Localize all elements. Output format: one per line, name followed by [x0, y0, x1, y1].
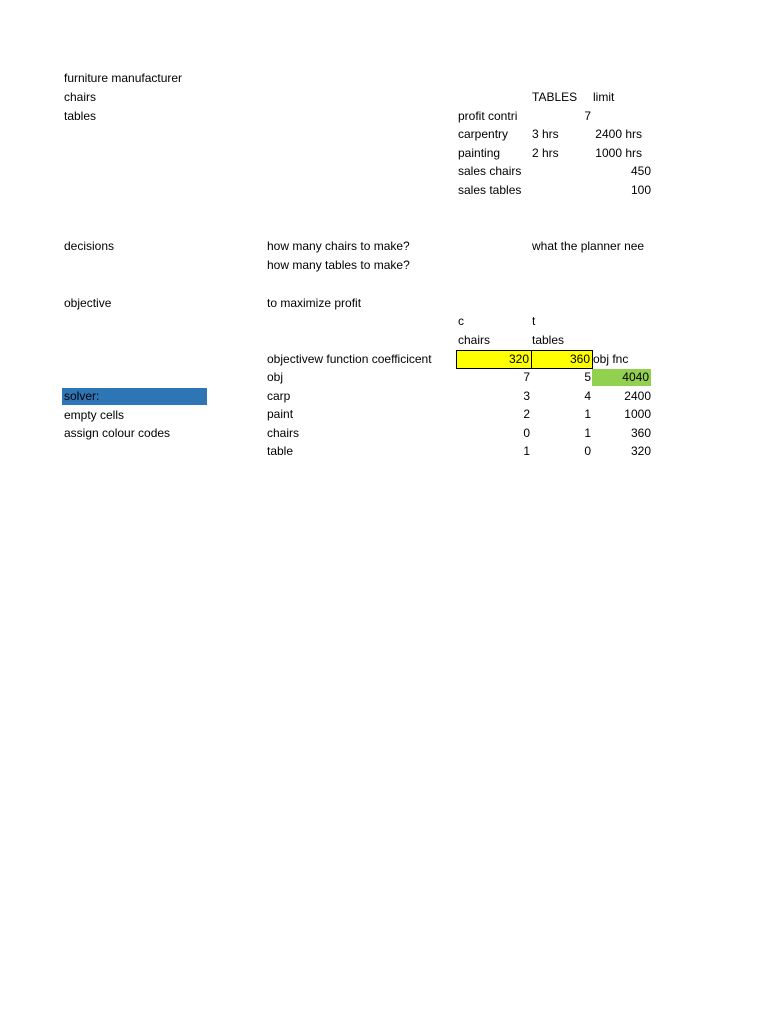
- col-header-limit: limit: [593, 90, 615, 104]
- sales-chairs-value: 450: [630, 164, 651, 178]
- row-chairs-value: 1: [523, 444, 530, 458]
- painting-limit: 1000 hrs: [595, 146, 642, 160]
- head-tables: tables: [532, 333, 565, 347]
- row-result-value: 360: [630, 426, 651, 440]
- sales-tables-value: 100: [630, 183, 651, 197]
- colour-codes-note: assign colour codes: [64, 426, 171, 440]
- row-tables-value: 1: [584, 407, 591, 421]
- carpentry-limit: 2400 hrs: [595, 127, 642, 141]
- row-label: paint: [267, 407, 294, 421]
- row-tables-value: 0: [584, 444, 591, 458]
- row-label: obj: [267, 370, 284, 384]
- row-tables-value: 4: [584, 389, 591, 403]
- row-result-value: 320: [630, 444, 651, 458]
- row-result-value: 1000: [624, 407, 651, 421]
- row-result-value: 2400: [624, 389, 651, 403]
- label-chairs: chairs: [64, 90, 97, 104]
- coef-label: objectivew function coefficicent: [267, 352, 432, 366]
- coef-c-cell[interactable]: 320: [456, 350, 532, 369]
- row-chairs-value: 3: [523, 389, 530, 403]
- label-tables: tables: [64, 109, 97, 123]
- row-tables-value: 1: [584, 426, 591, 440]
- row-chairs-value: 7: [523, 370, 530, 384]
- head-chairs: chairs: [458, 333, 491, 347]
- profit-value: 7: [584, 109, 591, 123]
- painting-tables: 2 hrs: [532, 146, 559, 160]
- row-tables-value: 5: [584, 370, 591, 384]
- col-header-tables: TABLES: [532, 90, 578, 104]
- sales-tables-label: sales tables: [458, 183, 522, 197]
- var-t: t: [532, 314, 536, 328]
- objfnc-label: obj fnc: [593, 352, 629, 366]
- row-label: carp: [267, 389, 291, 403]
- carpentry-tables: 3 hrs: [532, 127, 559, 141]
- coef-t-cell[interactable]: 360: [531, 350, 593, 369]
- decisions-label: decisions: [64, 239, 115, 253]
- planner-note: what the planner nee: [532, 239, 645, 253]
- var-c: c: [458, 314, 464, 328]
- decision-q1: how many chairs to make?: [267, 239, 410, 253]
- solver-note[interactable]: solver:: [62, 388, 207, 405]
- objective-text: to maximize profit: [267, 296, 362, 310]
- profit-label: profit contri: [458, 109, 518, 123]
- objective-label: objective: [64, 296, 112, 310]
- painting-label: painting: [458, 146, 501, 160]
- row-label: table: [267, 444, 294, 458]
- empty-cells-note: empty cells: [64, 408, 125, 422]
- decision-q2: how many tables to make?: [267, 258, 410, 272]
- carpentry-label: carpentry: [458, 127, 509, 141]
- sheet-title: furniture manufacturer: [64, 71, 183, 85]
- row-label: chairs: [267, 426, 300, 440]
- objective-result-cell: 4040: [592, 369, 651, 386]
- row-chairs-value: 0: [523, 426, 530, 440]
- sales-chairs-label: sales chairs: [458, 164, 522, 178]
- row-chairs-value: 2: [523, 407, 530, 421]
